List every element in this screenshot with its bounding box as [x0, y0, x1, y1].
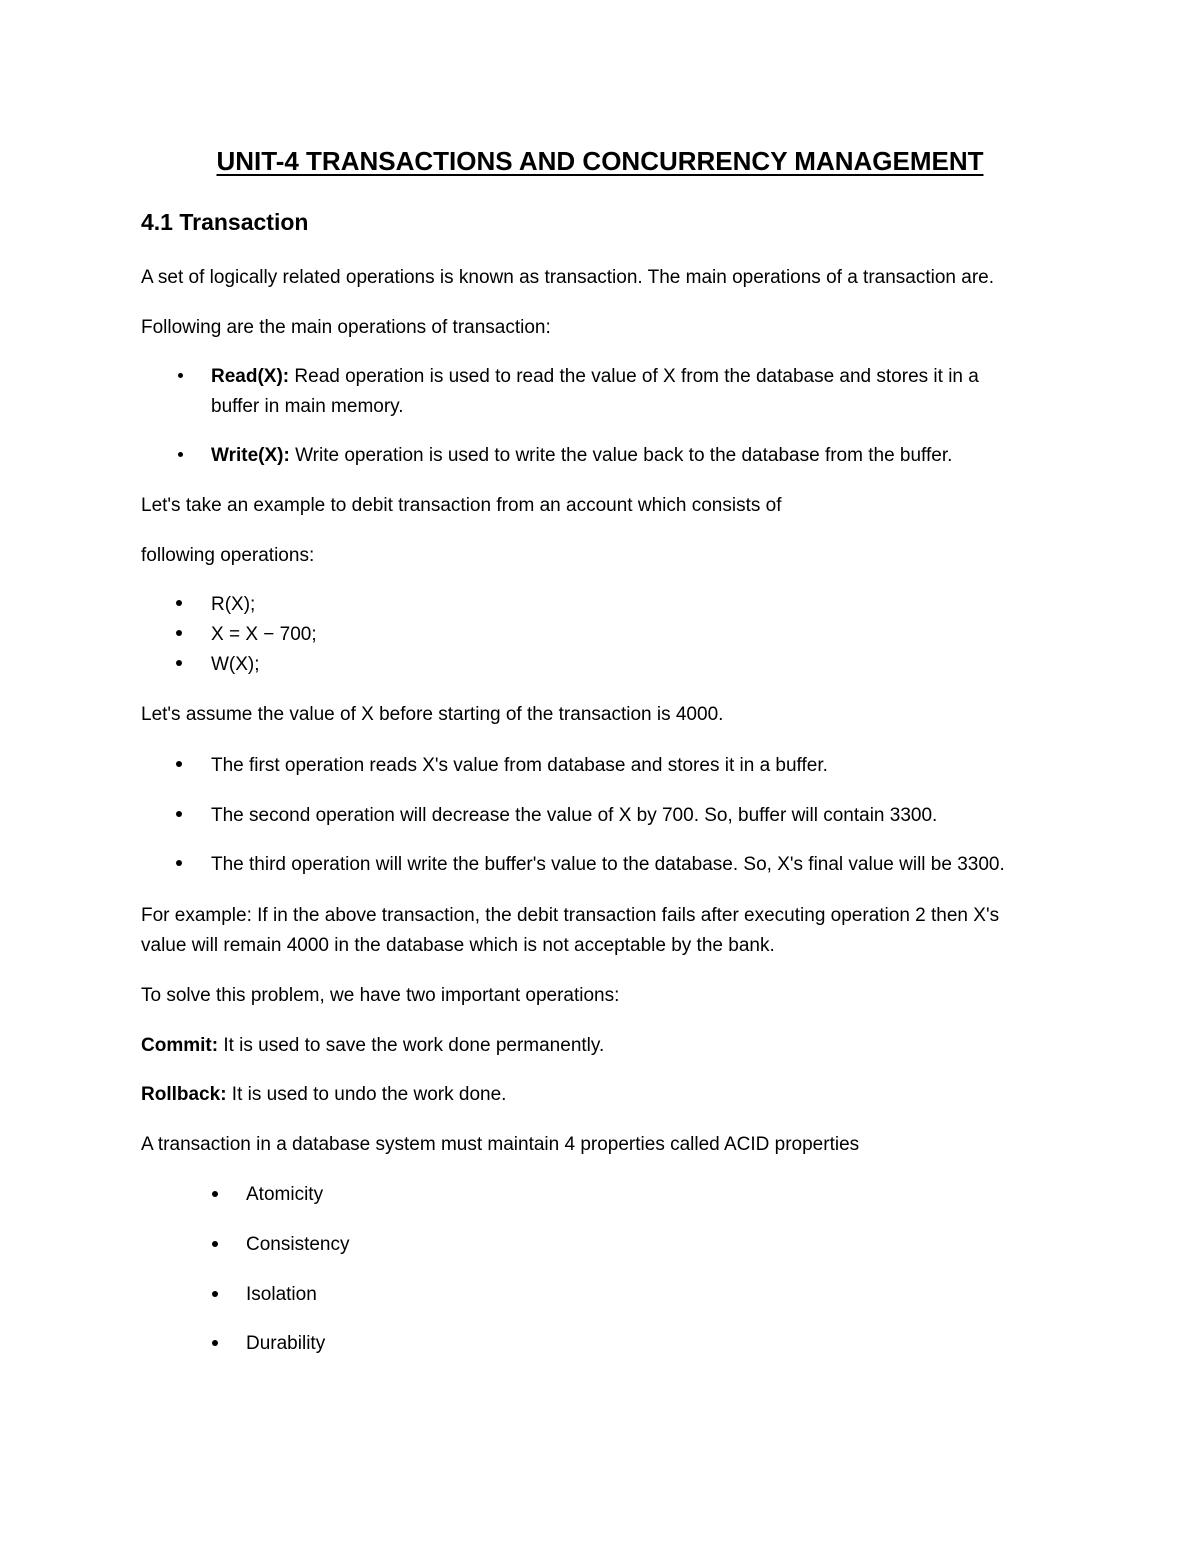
example-line-2: following operations:	[141, 545, 315, 566]
commit-term: Commit:	[141, 1035, 219, 1056]
page-title: UNIT-4 TRANSACTIONS AND CONCURRENCY MANAGEMENT	[216, 146, 984, 176]
bullet-icon	[176, 761, 182, 767]
step-item: W(X);	[211, 654, 260, 675]
intro-paragraph: A set of logically related operations is known as transaction. The main operations of a transaction are.	[141, 267, 995, 288]
bullet-icon	[176, 860, 182, 866]
for-example-line-1	[141, 903, 999, 929]
bullet-icon	[176, 811, 182, 817]
op-read-term: Read(X):	[211, 366, 290, 387]
bullet-icon	[176, 660, 182, 666]
bullet-icon	[212, 1191, 218, 1197]
following-ops-paragraph: Following are the main operations of transaction:	[141, 317, 551, 338]
acid-item: Atomicity	[246, 1184, 324, 1205]
explanation-item: The third operation will write the buffer's value to the database. So, X's final value will be 3300.	[211, 854, 1005, 875]
for-example-label: For example:	[141, 905, 258, 926]
example-line-1: Let's take an example to debit transaction from an account which consists of	[141, 495, 782, 516]
acid-item: Consistency	[246, 1234, 350, 1255]
acid-item: Durability	[246, 1333, 326, 1354]
commit-desc: It is used to save the work done permanently.	[218, 1035, 605, 1056]
assume-paragraph: Let's assume the value of X before starting of the transaction is 4000.	[141, 704, 724, 725]
bullet-icon	[176, 600, 182, 606]
rollback-paragraph	[141, 1082, 506, 1108]
op-write-line	[211, 443, 952, 469]
op-write-term: Write(X):	[211, 445, 290, 466]
bullet-icon	[178, 373, 183, 378]
for-example-text: If in the above transaction, the debit transaction fails after executing operation 2 then X's	[257, 905, 1000, 926]
bullet-icon	[176, 630, 182, 636]
bullet-icon	[178, 452, 183, 457]
acid-intro-paragraph: A transaction in a database system must maintain 4 properties called ACID properties	[141, 1134, 860, 1155]
op-read-desc: Read operation is used to read the value of X from the database and stores it in a	[289, 366, 979, 387]
bullet-icon	[212, 1241, 218, 1247]
for-example-line-2: value will remain 4000 in the database which is not acceptable by the bank.	[141, 935, 775, 956]
explanation-item: The second operation will decrease the value of X by 700. So, buffer will contain 3300.	[211, 805, 938, 826]
rollback-desc: It is used to undo the work done.	[226, 1084, 507, 1105]
acid-item: Isolation	[246, 1284, 317, 1305]
op-write-desc: Write operation is used to write the value back to the database from the buffer.	[289, 445, 953, 466]
step-item: X = X − 700;	[211, 624, 317, 645]
commit-paragraph	[141, 1033, 604, 1059]
step-item: R(X);	[211, 594, 256, 615]
rollback-term: Rollback:	[141, 1084, 227, 1105]
bullet-icon	[212, 1340, 218, 1346]
op-read-line2: buffer in main memory.	[211, 396, 404, 417]
section-heading: 4.1 Transaction	[141, 209, 309, 235]
bullet-icon	[212, 1291, 218, 1297]
explanation-item: The first operation reads X's value from database and stores it in a buffer.	[211, 755, 828, 776]
solve-paragraph: To solve this problem, we have two important operations:	[141, 985, 620, 1006]
op-read-line1	[211, 364, 979, 390]
